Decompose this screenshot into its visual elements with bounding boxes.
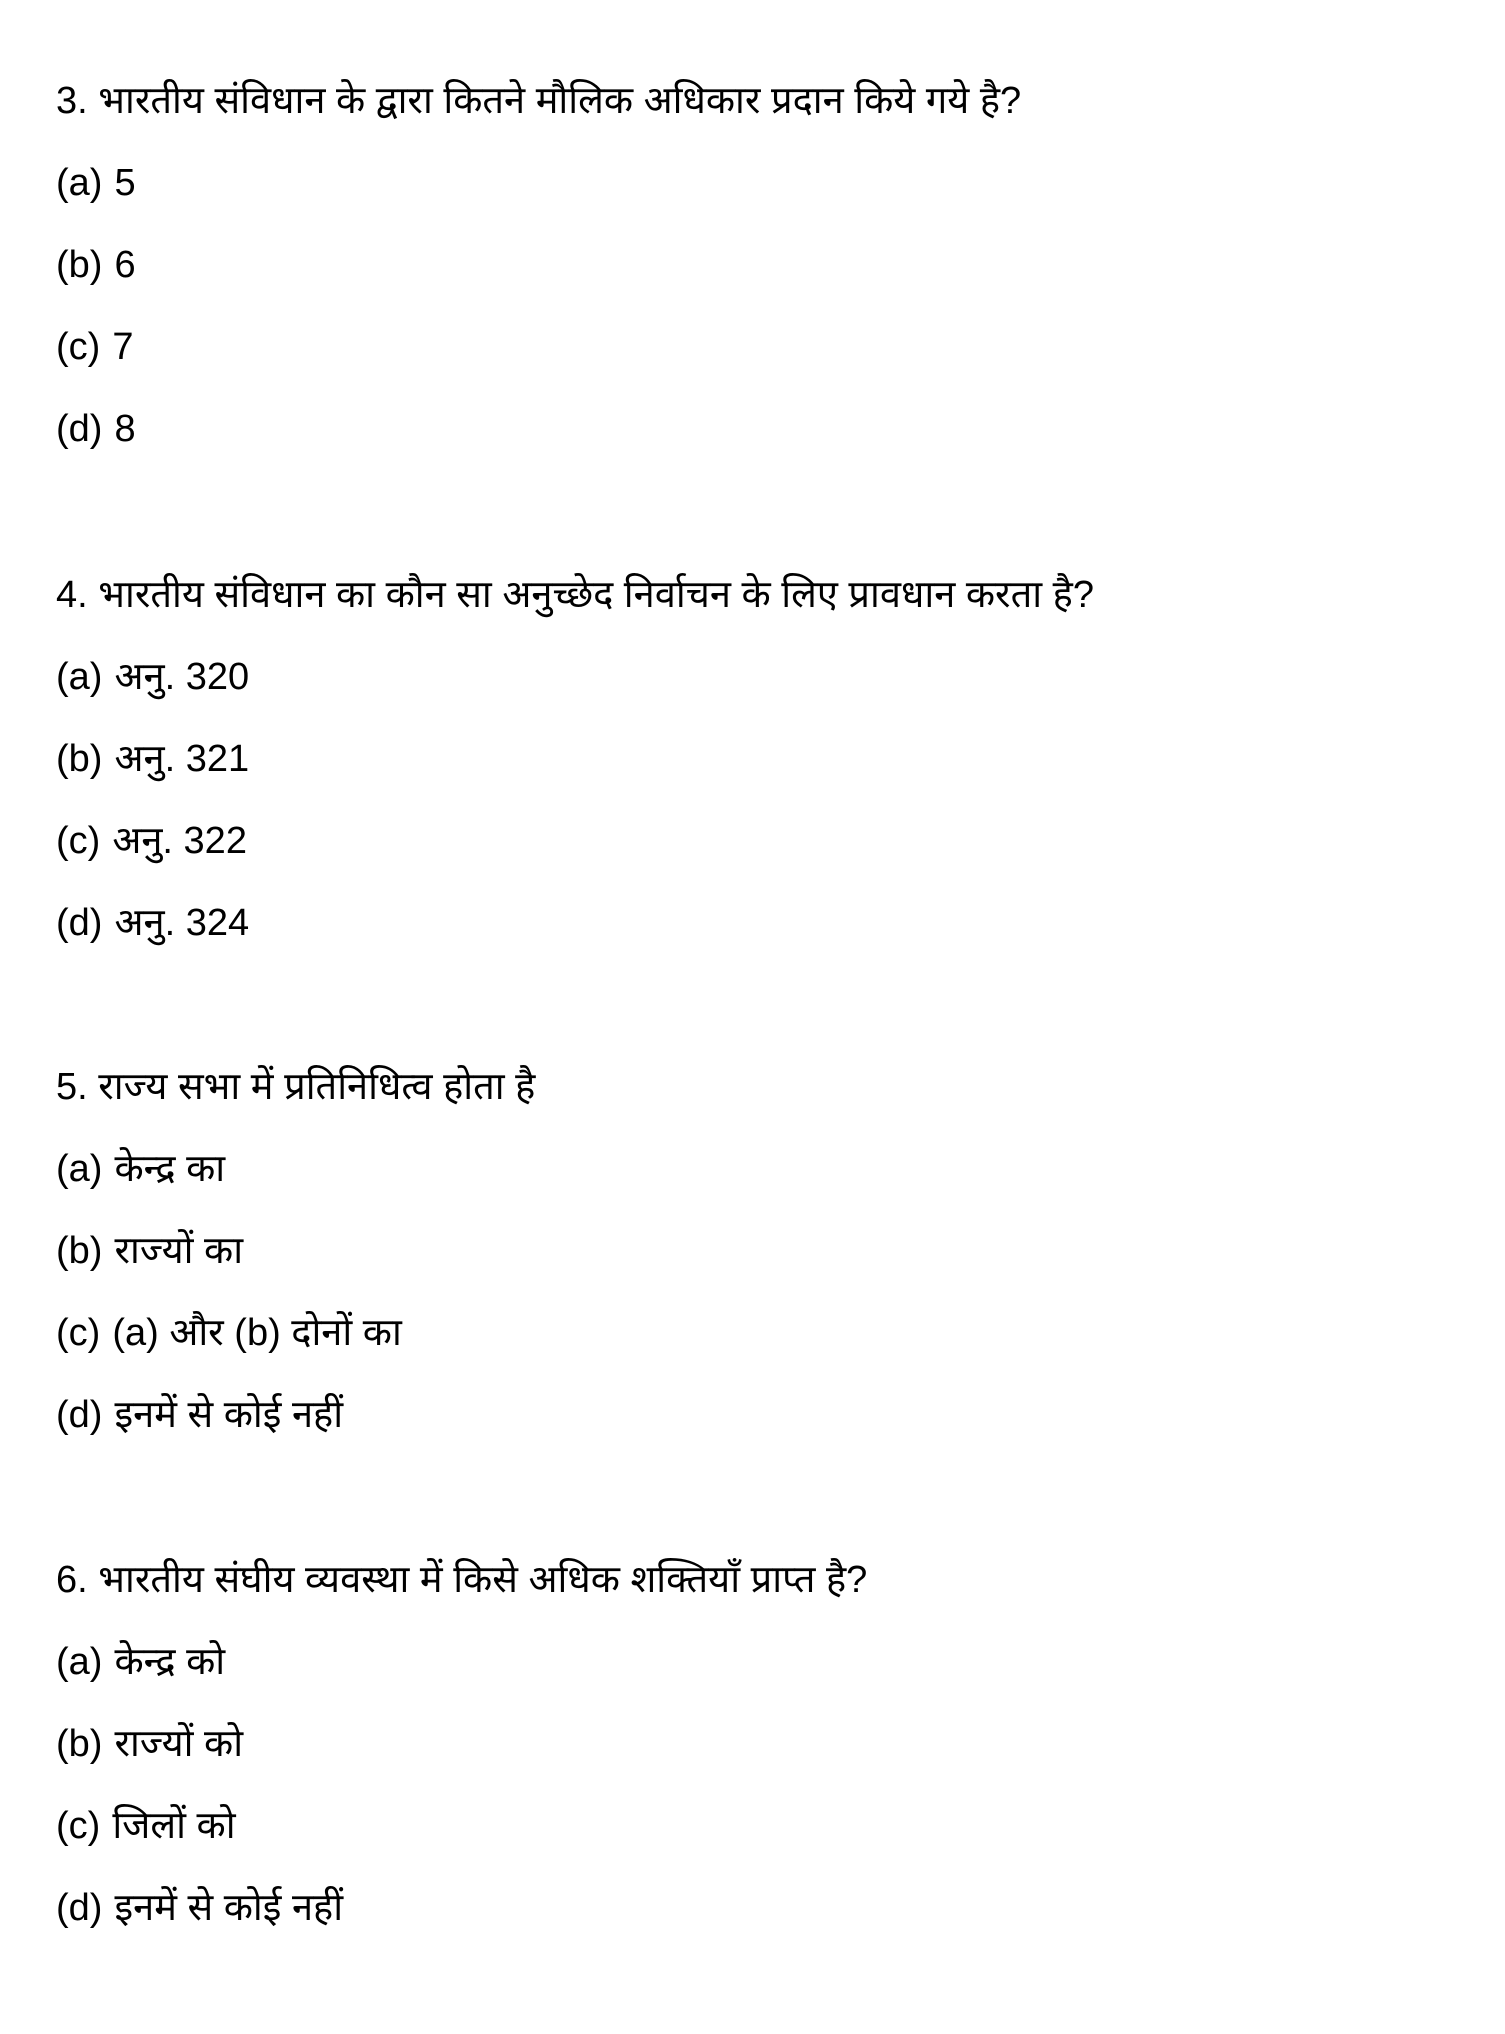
option [56,718,1476,800]
question-text [56,1046,1476,1128]
option-text: 7 [112,326,134,368]
option [56,1703,1476,1785]
option [56,1374,1476,1456]
option [56,882,1476,964]
question-text [56,554,1476,636]
question-stem: भारतीय संविधान के द्वारा कितने मौलिक अधिकार प्रदान किये गये है? [98,80,1022,122]
option-text: इनमें से कोई नहीं [114,1394,344,1436]
question-number: 5. [56,1066,88,1108]
option-label: (c) [56,1312,101,1354]
option-label: (c) [56,820,101,862]
option [56,306,1476,388]
option-label: (a) [56,162,103,204]
question-stem: भारतीय संविधान का कौन सा अनुच्छेद निर्वाचन के लिए प्रावधान करता है? [98,574,1094,616]
option-text: केन्द्र का [114,1148,226,1190]
option-text: राज्यों का [114,1230,244,1272]
option-text: 5 [114,162,136,204]
question-stem: भारतीय संघीय व्यवस्था में किसे अधिक शक्तियाँ प्राप्त है? [98,1559,868,1601]
option-text: (a) और (b) दोनों का [112,1312,402,1354]
option [56,1128,1476,1210]
question-text [56,60,1476,142]
question-block [56,1539,1476,1949]
option-label: (d) [56,1887,103,1929]
option-label: (b) [56,738,103,780]
option-label: (d) [56,1394,103,1436]
option-label: (c) [56,1805,101,1847]
option-text: अनु. 320 [114,656,250,698]
option-text: 6 [114,244,136,286]
option-label: (c) [56,326,101,368]
option-text: केन्द्र को [114,1641,226,1683]
question-block [56,554,1476,964]
option [56,800,1476,882]
option-label: (d) [56,902,103,944]
option-label: (d) [56,408,103,450]
option-text: राज्यों को [114,1723,244,1765]
option-text: जिलों को [112,1805,236,1847]
option-label: (a) [56,656,103,698]
option-text: अनु. 322 [112,820,247,862]
question-number: 4. [56,574,88,616]
option [56,388,1476,470]
option-text: 8 [114,408,136,450]
option [56,142,1476,224]
option [56,1867,1476,1949]
option [56,636,1476,718]
option [56,1210,1476,1292]
option [56,1785,1476,1867]
question-number: 3. [56,80,88,122]
option [56,1292,1476,1374]
option-label: (a) [56,1148,103,1190]
question-block [56,1046,1476,1456]
option-label: (b) [56,1230,103,1272]
option-label: (b) [56,1723,103,1765]
option-text: इनमें से कोई नहीं [114,1887,344,1929]
option-label: (a) [56,1641,103,1683]
question-number: 6. [56,1559,88,1601]
question-block [56,60,1476,470]
option-text: अनु. 321 [114,738,250,780]
option [56,1621,1476,1703]
option [56,224,1476,306]
option-label: (b) [56,244,103,286]
option-text: अनु. 324 [114,902,250,944]
question-text [56,1539,1476,1621]
question-stem: राज्य सभा में प्रतिनिधित्व होता है [98,1066,536,1108]
